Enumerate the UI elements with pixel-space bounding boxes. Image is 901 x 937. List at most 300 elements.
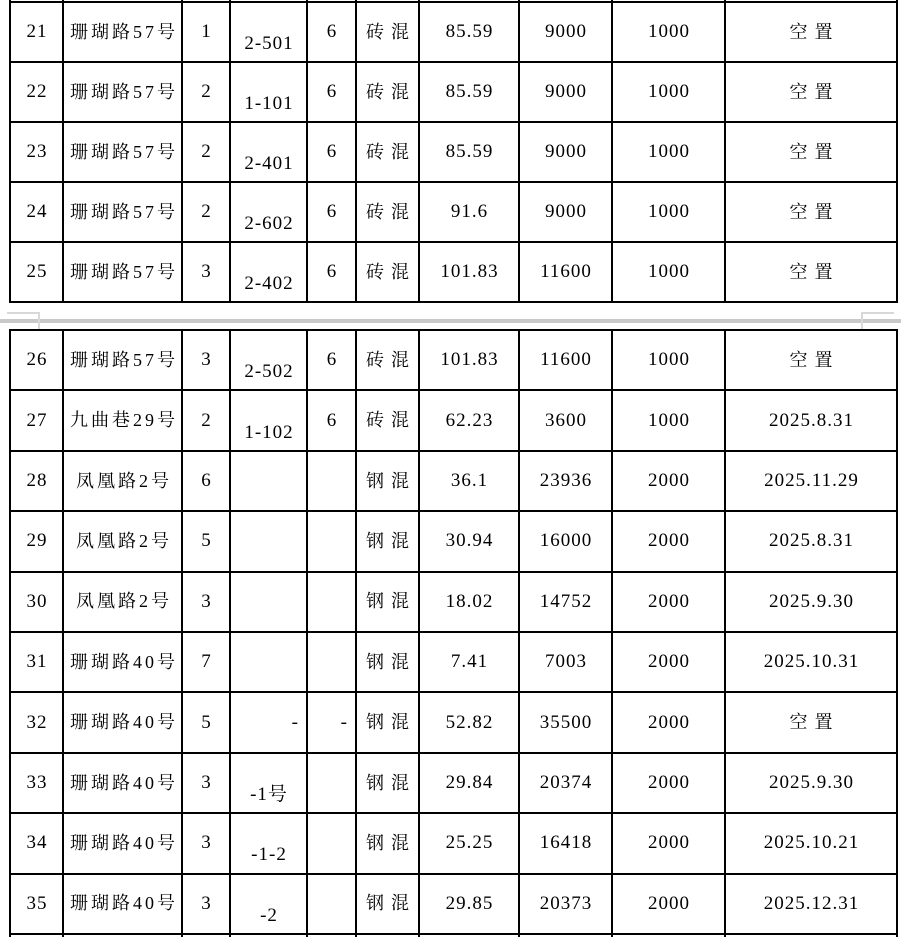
cell-text: 85.59 — [445, 141, 494, 163]
cell-address — [63, 874, 182, 934]
cell-deposit — [612, 874, 725, 934]
cell-floors — [307, 390, 356, 450]
cell-seq — [10, 692, 63, 752]
cell-rent — [519, 242, 612, 302]
cell-floors — [307, 753, 356, 813]
cell-text: 2000 — [648, 590, 690, 612]
cell-address — [63, 330, 182, 390]
cell-room — [230, 813, 307, 873]
cell-seq — [10, 813, 63, 873]
cell-structure — [356, 572, 419, 632]
cell-address — [63, 62, 182, 122]
cell-seq — [10, 62, 63, 122]
cell-text: 钢混 — [366, 712, 416, 733]
cell-text: 3 — [201, 590, 212, 612]
page-gap-band — [0, 319, 901, 323]
cell-deposit — [612, 692, 725, 752]
cell-rent — [519, 182, 612, 242]
cell-structure — [356, 511, 419, 571]
cell-text: 砖混 — [366, 21, 416, 42]
cell-text: 22 — [26, 81, 48, 103]
cell-rent — [519, 122, 612, 182]
cell-text: 砖混 — [366, 349, 416, 370]
cell-text: 6 — [326, 409, 338, 431]
cell-floors — [307, 122, 356, 182]
cell-structure — [356, 330, 419, 390]
cell-deposit — [612, 122, 725, 182]
cell-text: -1号 — [250, 784, 288, 805]
cell-text: 3 — [201, 349, 212, 371]
cell-text: 11600 — [540, 349, 592, 371]
cell-text: 2025.10.21 — [763, 832, 860, 854]
cell-text: 85.59 — [445, 21, 494, 43]
cell-text: 2000 — [648, 470, 690, 492]
cell-status — [725, 692, 897, 752]
cell-status — [725, 572, 897, 632]
cell-text: 11600 — [540, 261, 592, 283]
cell-room — [230, 572, 307, 632]
cell-text: 5 — [201, 530, 212, 552]
cell-text: 1000 — [648, 349, 690, 371]
cell-status — [725, 242, 897, 302]
cell-status — [725, 62, 897, 122]
cell-floors — [307, 242, 356, 302]
cell-seq — [10, 330, 63, 390]
cell-text: 钢混 — [366, 531, 416, 552]
cell-text: 凤凰路2号 — [76, 531, 172, 552]
cell-text: 91.6 — [450, 201, 489, 223]
cell-text: 3600 — [545, 409, 587, 431]
cell-unit — [182, 632, 230, 692]
cell-room — [230, 753, 307, 813]
cell-structure — [356, 62, 419, 122]
cell-address — [63, 390, 182, 450]
cell-text: 2025.8.31 — [769, 409, 854, 431]
cell-text: 钢混 — [366, 651, 416, 672]
cell-text: 1-101 — [244, 93, 294, 115]
cell-text: 2000 — [648, 651, 690, 673]
cell-floors — [307, 451, 356, 511]
cell-text: 6 — [326, 201, 338, 223]
cell-text: 30.94 — [445, 530, 494, 552]
cell-structure — [356, 813, 419, 873]
cell-floors — [307, 572, 356, 632]
cell-text: 18.02 — [445, 590, 494, 612]
cell-text: 6 — [326, 349, 338, 371]
cell-rent — [519, 2, 612, 62]
cell-text: 砖混 — [366, 261, 416, 282]
cell-rent — [519, 390, 612, 450]
table-row-27 — [10, 390, 897, 450]
cell-status — [725, 511, 897, 571]
cell-text: 2 — [201, 141, 212, 163]
cell-text: 25.25 — [445, 832, 494, 854]
cell-rent — [519, 813, 612, 873]
cell-area — [419, 330, 519, 390]
cell-text: 钢混 — [366, 832, 416, 853]
table-row-31 — [10, 632, 897, 692]
cell-deposit — [612, 242, 725, 302]
cell-rent — [519, 330, 612, 390]
table-row-21 — [10, 2, 897, 62]
cell-text: 钢混 — [366, 591, 416, 612]
cell-status — [725, 753, 897, 813]
cell-text: 28 — [26, 470, 48, 492]
cell-text: 29.85 — [445, 892, 494, 914]
cell-address — [63, 572, 182, 632]
cell-text: 52.82 — [445, 711, 494, 733]
cell-area — [419, 692, 519, 752]
cell-rent — [519, 753, 612, 813]
cell-text: 85.59 — [445, 81, 494, 103]
cell-room — [230, 451, 307, 511]
cell-text: 9000 — [545, 21, 587, 43]
cell-text: 2025.8.31 — [769, 530, 854, 552]
cell-floors — [307, 330, 356, 390]
cell-text: 砖混 — [366, 141, 416, 162]
table-row-24 — [10, 182, 897, 242]
cell-text: 2025.12.31 — [763, 892, 860, 914]
page-2-table — [9, 329, 898, 937]
cell-text: - — [291, 711, 299, 733]
cell-deposit — [612, 572, 725, 632]
cell-unit — [182, 511, 230, 571]
page-1-table — [9, 0, 898, 303]
cell-text: 2-401 — [244, 153, 294, 175]
cell-unit — [182, 813, 230, 873]
cell-area — [419, 2, 519, 62]
cell-area — [419, 242, 519, 302]
cell-text: 2 — [201, 81, 212, 103]
cell-text: 钢混 — [366, 772, 416, 793]
cell-text: 2-502 — [244, 361, 294, 383]
table-row-22 — [10, 62, 897, 122]
cell-text: 9000 — [545, 81, 587, 103]
cell-text: 6 — [326, 141, 338, 163]
cell-rent — [519, 62, 612, 122]
cell-room — [230, 874, 307, 934]
cell-status — [725, 390, 897, 450]
cell-text: 2-602 — [244, 213, 294, 235]
cell-deposit — [612, 330, 725, 390]
cell-room — [230, 62, 307, 122]
cell-seq — [10, 2, 63, 62]
cell-unit — [182, 692, 230, 752]
cell-area — [419, 753, 519, 813]
table-row-32 — [10, 692, 897, 752]
cell-text: 2000 — [648, 772, 690, 793]
cell-area — [419, 122, 519, 182]
cell-floors — [307, 632, 356, 692]
cell-text: 2000 — [648, 832, 690, 854]
cell-address — [63, 511, 182, 571]
cell-text: 空置 — [789, 201, 840, 222]
cell-structure — [356, 390, 419, 450]
cell-unit — [182, 753, 230, 813]
cell-deposit — [612, 62, 725, 122]
cell-floors — [307, 511, 356, 571]
cell-text: -2 — [260, 904, 278, 926]
table-row-23 — [10, 122, 897, 182]
cell-text: 6 — [201, 470, 212, 492]
cell-text: 34 — [26, 832, 48, 854]
cell-deposit — [612, 451, 725, 511]
cell-text: 空置 — [789, 349, 840, 370]
table-row-34 — [10, 813, 897, 873]
cell-status — [725, 122, 897, 182]
cell-address — [63, 753, 182, 813]
cell-text: 14752 — [539, 590, 593, 612]
cell-text: 2025.10.31 — [763, 651, 860, 673]
cell-floors — [307, 2, 356, 62]
cell-text: 1000 — [648, 81, 690, 103]
cell-room — [230, 2, 307, 62]
cell-unit — [182, 62, 230, 122]
cell-text: 珊瑚路40号 — [70, 772, 178, 793]
cell-text: 凤凰路2号 — [76, 591, 172, 612]
cell-deposit — [612, 813, 725, 873]
table-row-29 — [10, 511, 897, 571]
cell-unit — [182, 2, 230, 62]
cell-status — [725, 632, 897, 692]
cell-text: 空置 — [789, 141, 840, 162]
cell-unit — [182, 451, 230, 511]
cell-text: 23 — [26, 141, 48, 163]
cell-status — [725, 813, 897, 873]
cell-structure — [356, 874, 419, 934]
cell-area — [419, 511, 519, 571]
cell-status — [725, 2, 897, 62]
cell-text: 2025.9.30 — [769, 590, 854, 612]
cell-text: 珊瑚路40号 — [70, 893, 178, 914]
cell-text: 凤凰路2号 — [76, 470, 172, 491]
cell-unit — [182, 242, 230, 302]
cell-text: 32 — [26, 711, 48, 733]
cell-area — [419, 813, 519, 873]
cell-address — [63, 692, 182, 752]
cell-unit — [182, 874, 230, 934]
cell-text: 珊瑚路57号 — [70, 141, 178, 162]
cell-room — [230, 511, 307, 571]
cell-text: 6 — [326, 261, 338, 283]
cell-floors — [307, 182, 356, 242]
cell-seq — [10, 122, 63, 182]
cell-text: 砖混 — [366, 201, 416, 222]
cell-text: 1 — [201, 21, 212, 43]
cell-text: 空置 — [789, 81, 840, 102]
cell-text: 6 — [326, 81, 338, 103]
cell-text: 25 — [26, 261, 48, 283]
cell-seq — [10, 874, 63, 934]
cell-unit — [182, 572, 230, 632]
cell-structure — [356, 242, 419, 302]
cell-text: 23936 — [539, 470, 593, 492]
page-edge-mark-right-horizontal — [861, 312, 894, 314]
cell-room — [230, 632, 307, 692]
cell-deposit — [612, 182, 725, 242]
cell-room — [230, 390, 307, 450]
cell-text: 空置 — [789, 261, 840, 282]
cell-text: 2 — [201, 201, 212, 223]
cell-structure — [356, 692, 419, 752]
cell-area — [419, 632, 519, 692]
cell-seq — [10, 572, 63, 632]
cell-text: 29.84 — [445, 772, 494, 793]
cell-area — [419, 572, 519, 632]
cell-text: 16418 — [539, 832, 593, 854]
cell-text: 3 — [201, 832, 212, 854]
cell-floors — [307, 874, 356, 934]
page-edge-mark-left-horizontal — [7, 312, 40, 314]
cell-address — [63, 451, 182, 511]
cell-text: 珊瑚路40号 — [70, 832, 178, 853]
cell-text: 2000 — [648, 530, 690, 552]
cell-text: 7 — [201, 651, 212, 673]
cell-room — [230, 242, 307, 302]
cell-text: 空置 — [789, 712, 840, 733]
cell-unit — [182, 390, 230, 450]
cell-rent — [519, 451, 612, 511]
cell-text: 珊瑚路57号 — [70, 349, 178, 370]
cell-structure — [356, 182, 419, 242]
cell-structure — [356, 753, 419, 813]
cell-text: 27 — [26, 409, 48, 431]
cell-text: 2 — [201, 409, 212, 431]
cell-text: 2025.11.29 — [764, 470, 859, 492]
cell-structure — [356, 632, 419, 692]
cell-seq — [10, 242, 63, 302]
cell-text: 2-402 — [244, 273, 294, 295]
cell-area — [419, 182, 519, 242]
cell-deposit — [612, 753, 725, 813]
cell-seq — [10, 182, 63, 242]
cell-text: 珊瑚路40号 — [70, 651, 178, 672]
cell-structure — [356, 2, 419, 62]
cell-rent — [519, 572, 612, 632]
cell-text: 珊瑚路57号 — [70, 261, 178, 282]
cell-text: 21 — [26, 21, 48, 43]
cell-text: 1000 — [648, 201, 690, 223]
cell-floors — [307, 692, 356, 752]
cell-floors — [307, 62, 356, 122]
cell-address — [63, 122, 182, 182]
cell-address — [63, 632, 182, 692]
cell-text: 2-501 — [244, 33, 294, 55]
cell-text: 1000 — [648, 409, 690, 431]
cell-room — [230, 182, 307, 242]
cell-status — [725, 330, 897, 390]
cell-text: 3 — [201, 261, 212, 283]
cell-text: 1-102 — [244, 421, 294, 443]
cell-text: -1-2 — [251, 844, 287, 866]
cell-deposit — [612, 390, 725, 450]
cell-text: 16000 — [539, 530, 593, 552]
cell-text: 7.41 — [450, 651, 489, 673]
cell-text: 101.83 — [440, 349, 499, 371]
cell-text: 珊瑚路57号 — [70, 201, 178, 222]
cell-rent — [519, 632, 612, 692]
cell-floors — [307, 813, 356, 873]
cell-deposit — [612, 2, 725, 62]
table-row-28 — [10, 451, 897, 511]
cell-seq — [10, 753, 63, 813]
cell-seq — [10, 451, 63, 511]
cell-text: 62.23 — [445, 409, 494, 431]
cell-deposit — [612, 632, 725, 692]
cell-status — [725, 874, 897, 934]
cell-text: 2025.9.30 — [769, 772, 854, 793]
table-row-33 — [10, 753, 897, 813]
cell-address — [63, 242, 182, 302]
cell-text: 砖混 — [366, 410, 416, 431]
cell-text: 101.83 — [440, 261, 499, 283]
cell-seq — [10, 390, 63, 450]
cell-seq — [10, 632, 63, 692]
table-row-26 — [10, 330, 897, 390]
cell-text: 2000 — [648, 711, 690, 733]
cell-structure — [356, 122, 419, 182]
cell-text: 20373 — [539, 892, 593, 914]
cell-unit — [182, 182, 230, 242]
cell-text: 7003 — [545, 651, 587, 673]
cell-text: 9000 — [545, 141, 587, 163]
table-row-30 — [10, 572, 897, 632]
cell-text: 30 — [26, 590, 48, 612]
cell-area — [419, 390, 519, 450]
cell-rent — [519, 511, 612, 571]
cell-address — [63, 182, 182, 242]
cell-deposit — [612, 511, 725, 571]
cell-text: 2000 — [648, 892, 690, 914]
cell-structure — [356, 451, 419, 511]
cell-text: 9000 — [545, 201, 587, 223]
cell-address — [63, 813, 182, 873]
cell-text: - — [340, 711, 348, 733]
cell-text: 20374 — [539, 772, 593, 793]
cell-text: 3 — [201, 772, 212, 793]
cell-rent — [519, 874, 612, 934]
cell-text: 砖混 — [366, 81, 416, 102]
cell-seq — [10, 511, 63, 571]
cell-unit — [182, 122, 230, 182]
cell-text: 35 — [26, 892, 48, 914]
cell-status — [725, 451, 897, 511]
cell-text: 珊瑚路57号 — [70, 81, 178, 102]
cell-text: 35500 — [539, 711, 593, 733]
cell-area — [419, 62, 519, 122]
cell-text: 36.1 — [450, 470, 489, 492]
cell-text: 钢混 — [366, 470, 416, 491]
cell-text: 钢混 — [366, 893, 416, 914]
cell-text: 珊瑚路57号 — [70, 21, 178, 42]
cell-text: 31 — [26, 651, 48, 673]
cell-text: 3 — [201, 892, 212, 914]
cell-text: 26 — [26, 349, 48, 371]
table-row-35 — [10, 874, 897, 934]
cell-text: 6 — [326, 21, 338, 43]
cell-text: 珊瑚路40号 — [70, 712, 178, 733]
cell-address — [63, 2, 182, 62]
cell-unit — [182, 330, 230, 390]
cell-text: 5 — [201, 711, 212, 733]
cell-text: 33 — [26, 772, 48, 793]
cell-text: 1000 — [648, 21, 690, 43]
cell-text: 1000 — [648, 261, 690, 283]
cell-text: 九曲巷29号 — [70, 410, 178, 431]
cell-rent — [519, 692, 612, 752]
cell-room — [230, 122, 307, 182]
cell-area — [419, 874, 519, 934]
